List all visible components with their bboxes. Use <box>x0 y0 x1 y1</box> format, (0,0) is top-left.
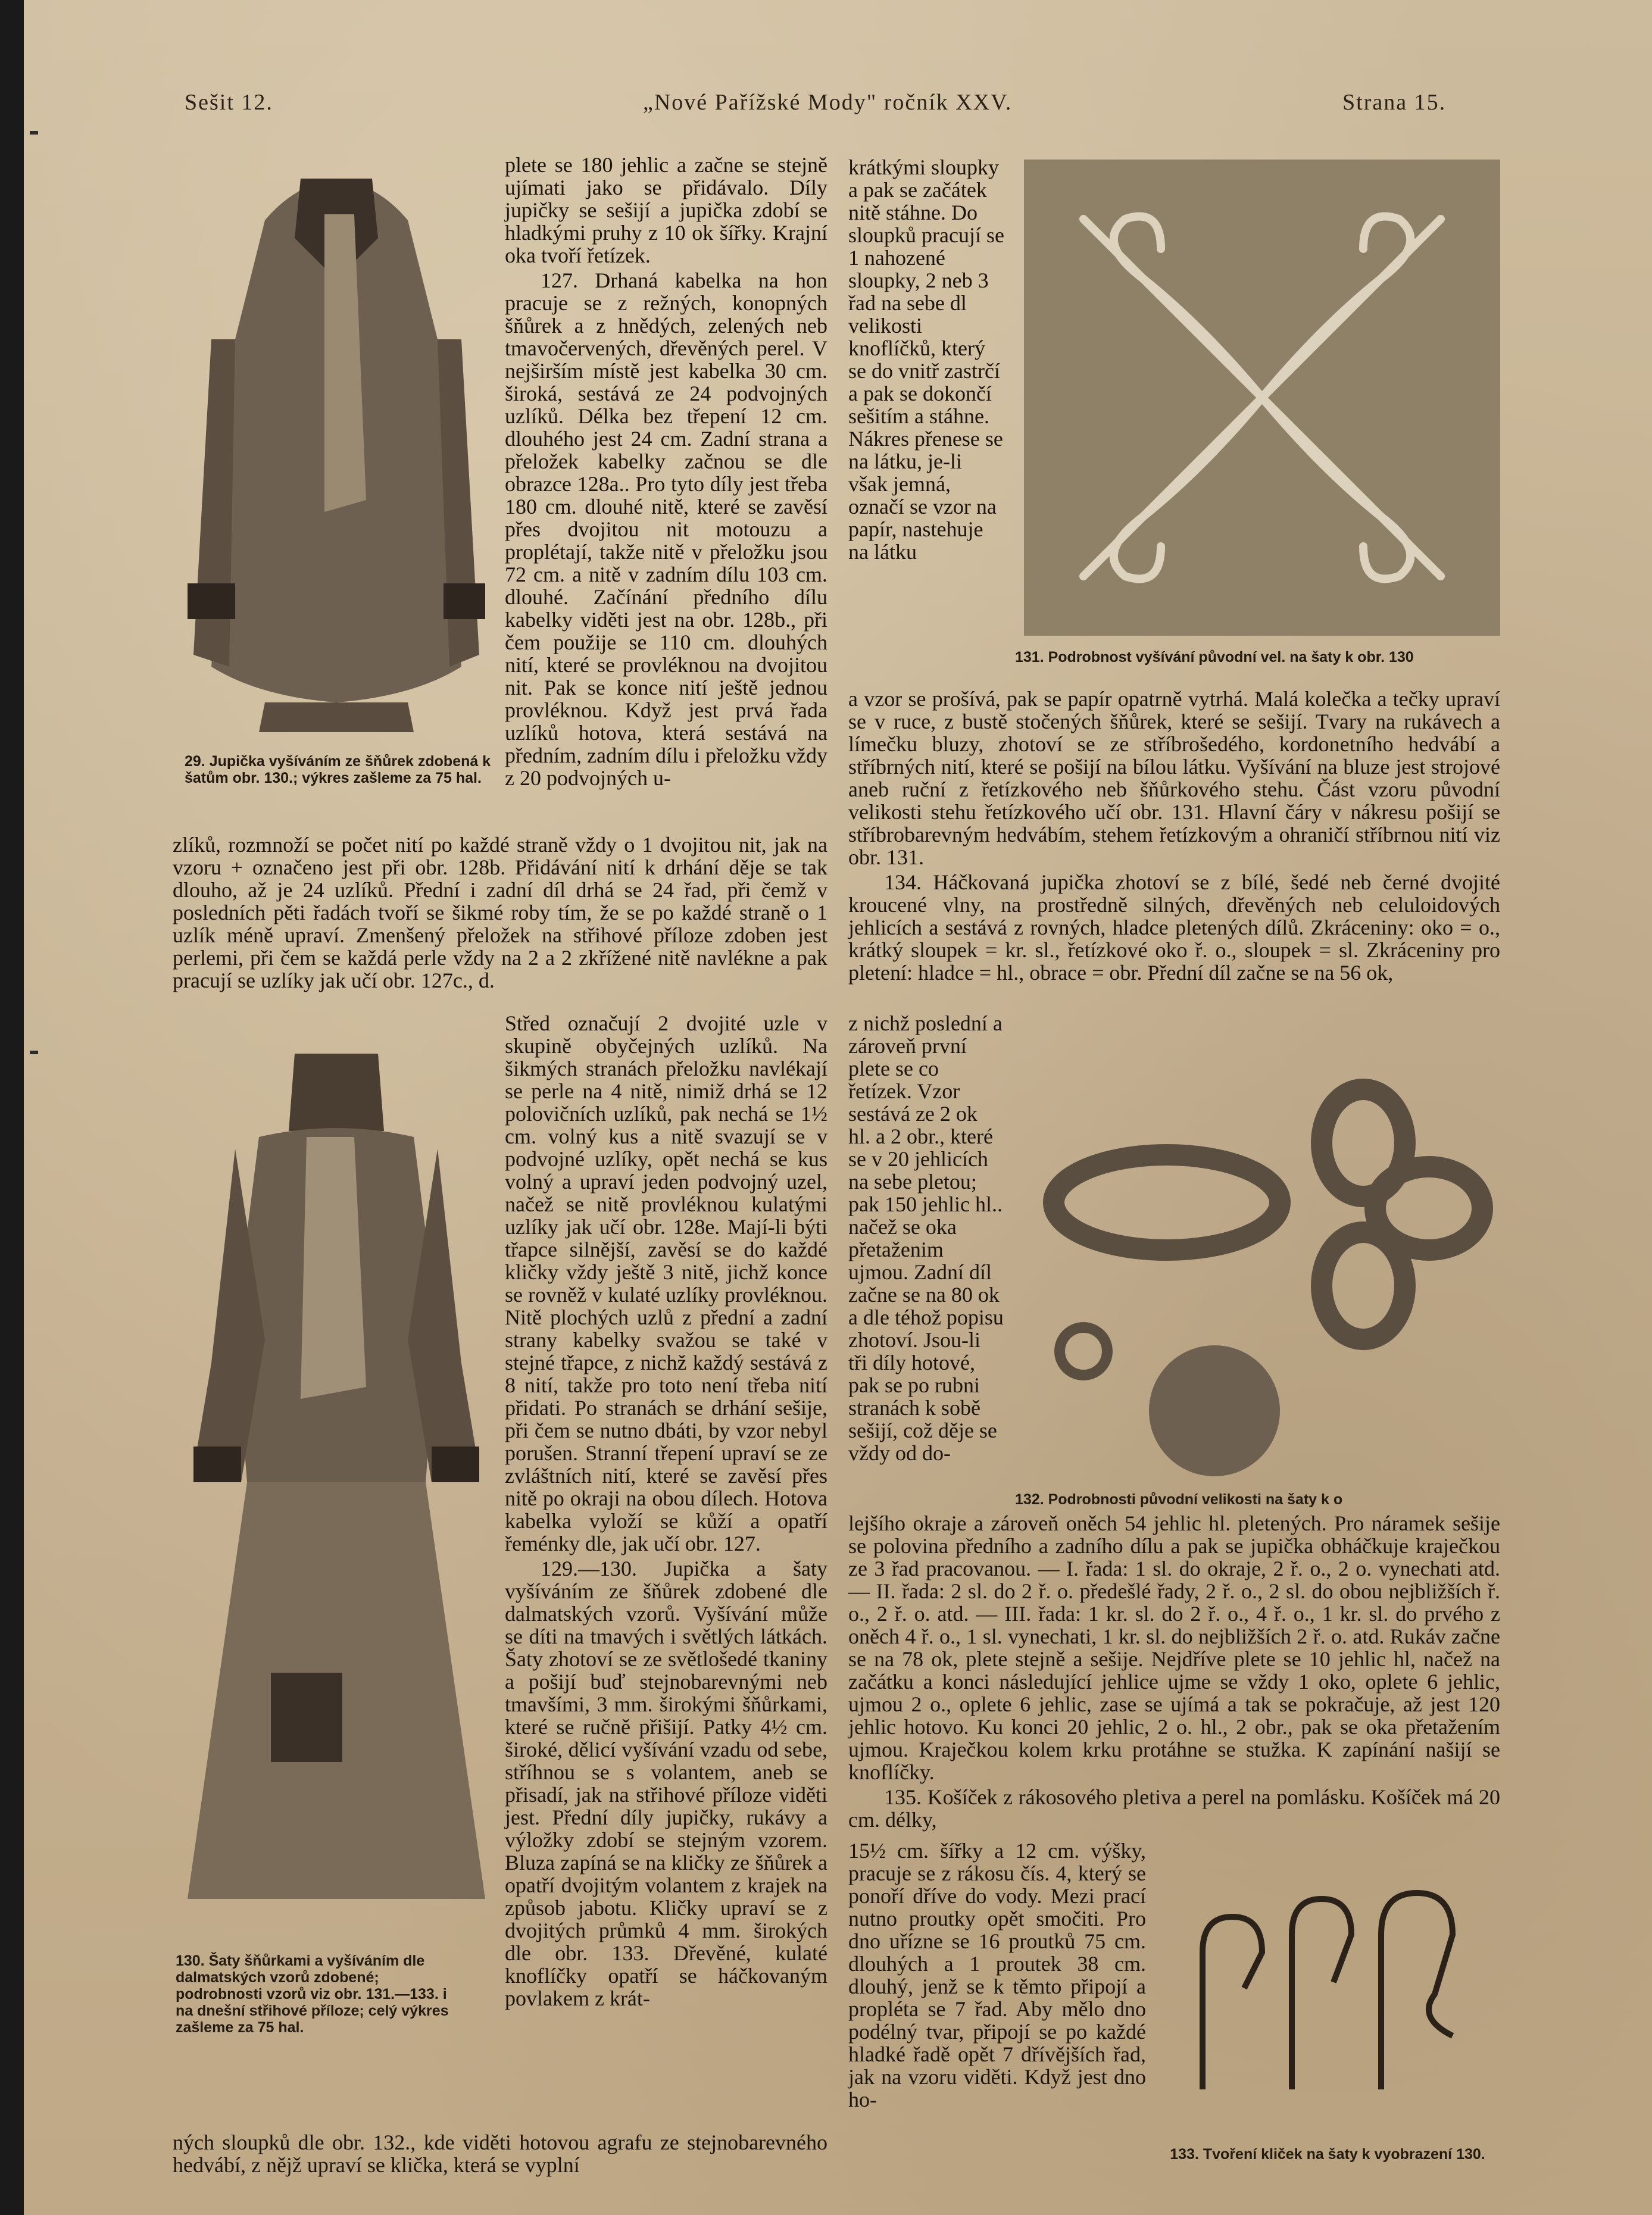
caption-fig133: 133. Tvoření kliček na šaty k vyobrazení 130. <box>1170 2146 1485 2163</box>
caption-fig130: 130. Šaty šňůrkami a vyšíváním dle dalmatských vzorů zdobené; podrobnosti vzorů viz obr. 131.—133. i na dnešní střihové příloze; celý výkres zašleme za 75 hal. <box>176 1952 449 2036</box>
caption-fig131: 131. Podrobnost vyšívání původní vel. na šaty k obr. 130 <box>1015 649 1414 666</box>
paragraph-129-130: 129.—130. Jupička a šaty vyšíváním ze šňůrek zdobené dle dalmatských vzorů. Vyšívání může se díti na tmavých i světlých látkách. Šaty zhotoví se ze světlošedé tkaniny a pošijí buď stejnobarevnými neb tmavšími, 3 mm. širokými šňůrkami, které se ručně přišijí. Patky 4½ cm. široké, dělicí vyšívání vzadu od sebe, stříhnou se s volantem, aneb se přisadí, jak na střihové příloze viděti jest. Přední díly jupičky, rukávy a výložky zdobí se stejným vzorem. Bluza zapíná se na kličky ze šňůrek a opatří dvojitým volantem z krajek na způsob jabotu. Kličky upraví se z dvojitých průmků 4 mm. širokých dle obr. 133. Dřevěné, kulaté knoflíčky opatří se háčkovaným povlakem z krát- <box>505 1557 827 2010</box>
paragraph: plete se 180 jehlic a začne se stejně ujímati jako se přidávalo. Díly jupičky se sešijí a jupička zdobí se hladkými pruhy z 10 ok šířky. Krajní oka tvoří řetízek. <box>505 153 827 267</box>
text-wide-middle: zlíků, rozmnoží se počet nití po každé straně vždy o 1 dvojitou nit, jak na vzoru + označeno jest při obr. 128b. Přidávání nití k drhání děje se tak dlouho, až je 24 uzlíků. Přední i zadní díl drhá se 24 řad, při čemž v posledních pěti řadách tvoří se šikmé roby tím, že se po každé straně o 1 uzlík méně upraví. Zmenšený přeložek na střihové příloze zdoben jest perlemi, při čem se každá perle vždy na 2 a 2 zkřížené nitě navlékne a pak pracují se uzlíky jak učí obr. 127c., d. <box>173 833 827 992</box>
caption-fig132: 132. Podrobnosti původní velikosti na šaty k o <box>1015 1491 1343 1508</box>
paragraph-127: 127. Drhaná kabelka na hon pracuje se z režných, konopných šňůrek a z hnědých, zelených neb tmavočervených, dřevěných perel. V nejširším místě jest kabelka 30 cm. široká, sestává ze 24 podvojných uzlíků. Délka bez třepení 12 cm. dlouhého jest 24 cm. Zadní strana a přeložek kabelky začnou se dle obrazce 128a.. Pro tyto díly jest třeba 180 cm. dlouhé nitě, které se zavěsí přes dvojitou nit motouzu a proplétají, takže nitě v přeložku jsou 72 cm. a nitě v zadním dílu 103 cm. dlouhé. Začínání předního dílu kabelky viděti jest na obr. 128b., při čem použije se 110 cm. dlouhých nití, které se provléknou na dvojitou nit. Pak se konce nití ještě jednou provléknou. Když jest prvá řada uzlíků hotova, která sestává na předním, zadním dílu i přeložku vždy z 20 podvojných u- <box>505 268 827 790</box>
header-title: „Nové Pařížské Mody" ročník XXV. <box>643 90 1013 115</box>
magazine-page <box>24 0 1652 2215</box>
text-column-right-narrow-3: 15½ cm. šířky a 12 cm. výšky, pracuje se z rákosu čís. 4, který se ponoří dříve do vody. Mezi prací nutno proutky opět smočiti. Pro dno uřízne se 16 proutků 75 cm. dlouhých a 1 proutek 38 cm. dlouhý, jenž se k těmto připojí a propléta se 7 řad. Aby mělo dno podélný tvar, připojí se po každé hladké řadě opět 7 dřívějších řad, jak na vzoru viděti. Když jest dno ho- <box>848 1839 1146 2111</box>
loop-diagram <box>1155 1863 1500 2089</box>
text-column-right-wide-2 <box>848 1512 1500 1833</box>
header-page: Strana 15. <box>1342 90 1447 115</box>
jacket-illustration <box>176 143 497 732</box>
knot-agraf-photo <box>1024 1071 1500 1482</box>
text-column-right-narrow-1: krátkými sloupky a pak se začátek nitě stáhne. Do sloupků pracují se 1 nahozené sloupky, 2 neb 3 řad na sebe dl velikosti knoflíčků, který se do vnitř zastrčí a pak se dokončí sešitím a stáhne. Nákres přenese se na látku, je-li však jemná, označí se vzor na papír, nastehuje na látku <box>848 155 1004 564</box>
text-column-middle-bottom <box>505 1012 827 2012</box>
dress-illustration <box>176 1030 497 1923</box>
paragraph: lejšího okraje a zároveň oněch 54 jehlic hl. pletených. Pro náramek sešije se polovina předního a zadního dílu a pak se jupička obháčkuje kraječkou ze 3 řad pracovanou. — I. řada: 1 sl. do okraje, 2 ř. o., 2 o. vynechati atd. — II. řada: 2 sl. do 2 ř. o. předešlé řady, 2 ř. o., 2 sl. do obou nejbližších ř. o., 2 ř. o. atd. — III. řada: 1 kr. sl. do 2 ř. o., 4 ř. o., 1 kr. sl. do prvého z oněch 4 ř. o., 1 sl. vynechati, 1 kr. sl. do nejbližších 2 ř. o. atd. Rukáv začne se na 78 ok, plete stejně a sešije. Nejdříve plete se 10 jehlic hl, načež na začátku a konci následující jehlice ujme se vždy 1 oko, oplete 6 jehlic, ujmou 2 o., oplete 6 jehlic, zase se ujímá a tak se pokračuje, až jest 120 jehlic hotovo. Ku konci 20 jehlic, 2 o. hl., 2 obr., pak se oka přetažením ujmou. Kraječkou kolem krku protáhne se stužka. K zapínání našijí se knoflíčky. <box>848 1511 1500 1784</box>
header-issue: Sešit 12. <box>185 90 273 115</box>
text-column-middle-top <box>505 154 827 792</box>
binding-mark <box>30 131 38 135</box>
text-column-right-wide-1 <box>848 688 1500 986</box>
paragraph: Střed označují 2 dvojité uzle v skupině obyčejných uzlíků. Na šikmých stranách přeložku navlékají se perle na 4 nitě, nimiž drhá se 12 polovičních uzlíků, pak nechá se 1½ cm. volný kus a nitě svazují se v podvojné uzlíky, opět nechá se kus volný a upraví jeden podvojný uzel, načež se nitě provléknou kulatými uzlíky jak učí obr. 128e. Mají-li býti třapce silnější, zavěsí se do každé kličky vždy ještě 3 nitě, jichž konce se rovněž v kulaté uzlíky provléknou. Nitě plochých uzlů z přední a zadní strany kabelky svažou se také v stejné třapce, z nichž každý sestává z 8 nití, takže pro toto není třeba nití přidati. Po stranách se drhání sešije, při čem se nutno dbáti, by vzor nebyl porušen. Stranní třepení upraví se ze zvláštních nití, které se zavěsí přes nitě po okraji na obou dílech. Hotova kabelka vyloží se kůží a opatří řeménky dle, jak učí obr. 127. <box>505 1011 827 1555</box>
embroidery-photo <box>1024 160 1500 636</box>
text-column-right-narrow-2: z nichž poslední a zároveň první plete se co řetízek. Vzor sestává ze 2 ok hl. a 2 obr., které se v 20 jehlicích na sebe pletou; pak 150 jehlic hl.. načež se oka přetaženim ujmou. Zadní díl začne se na 80 ok a dle téhož popisu zhotoví. Jsou-li tři díly hotové, pak se po rubni stranách k sobě sešijí, což děje se vždy od do- <box>848 1011 1004 1465</box>
paragraph-134: 134. Háčkovaná jupička zhotoví se z bílé, šedé neb černé dvojité kroucené vlny, na prostředně silných, dřevěných neb celuloidových jehlicích a sestává z rovných, hladce pletených dílů. Zkráceniny: oko = o., krátký sloupek = kr. sl., řetízkové oko ř. o., sloupek = sl. Zkráceniny pro pletení: hladce = hl., obrace = obr. Přední díl začne se na 56 ok, <box>848 870 1500 985</box>
paragraph-135: 135. Košíček z rákosového pletiva a perel na pomlásku. Košíček má 20 cm. délky, <box>848 1785 1500 1832</box>
text-wide-bottom: ných sloupků dle obr. 132., kde viděti hotovou agrafu ze stejnobarevného hedvábí, z nějž upraví se klička, která se vyplní <box>173 2130 827 2177</box>
binding-mark <box>30 1051 38 1054</box>
caption-fig129: 29. Jupička vyšíváním ze šňůrek zdobená k šatům obr. 130.; výkres zašleme za 75 hal. <box>185 753 491 786</box>
paragraph: a vzor se prošívá, pak se papír opatrně vytrhá. Malá kolečka a tečky upraví se v ruce, z bustě stočených šňůrek, které se sešijí. Tvary na rukávech a límečku bluzy, zhotoví se ze stříbrošedého, kordonetního hedvábí a stříbrných nití, které se pošijí na bílou látku. Vyšívání na bluze jest strojové aneb ruční z řetízkového neb šňůrkového stehu. Část vzoru původní velikosti stehu řetízkového učí obr. 131. Hlavní čáry v nákresu pošijí se stříbrobarevným hedvábím, stehem řetízkovým a ohraničí stříbrnou nití viz obr. 131. <box>848 687 1500 869</box>
